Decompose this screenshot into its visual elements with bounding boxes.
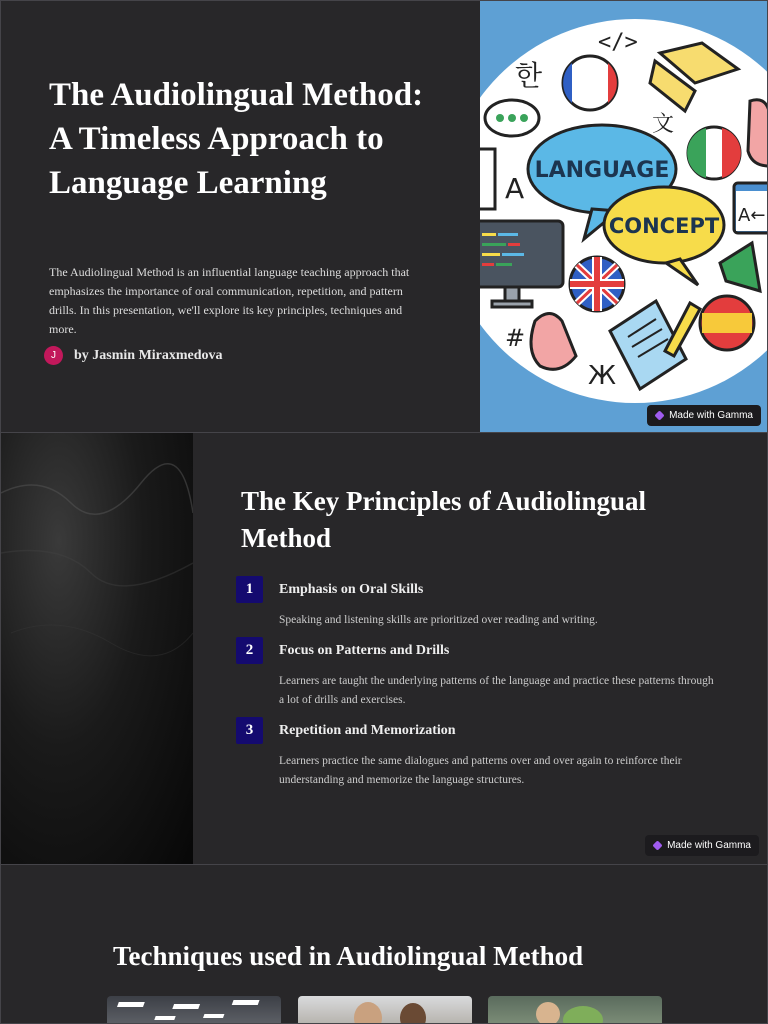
learners-image (488, 996, 662, 1024)
principles-title: The Key Principles of Audiolingual Method (241, 486, 647, 553)
presentation-description: The Audiolingual Method is an influential language teaching approach that emphasizes the importance of oral communication, repetition, and pattern drills. In this presentation, we'll explore its key principles, techniques and more. (49, 265, 410, 336)
badge-label: Made with Gamma (669, 410, 753, 421)
techniques-title: Techniques used in Audiolingual Method (113, 941, 584, 971)
chinese-glyph-icon: 文 (652, 112, 675, 137)
slide-principles (0, 432, 768, 865)
translate-icon (734, 183, 768, 233)
badge-label: Made with Gamma (667, 840, 751, 851)
language-illustration-svg (480, 1, 768, 433)
principle-number: 2 (236, 637, 263, 664)
slide-techniques (0, 864, 768, 1024)
spanish-flag-icon (700, 296, 754, 350)
principle-heading: Emphasis on Oral Skills (279, 582, 424, 597)
principle-number: 1 (236, 576, 263, 603)
french-flag-icon (563, 56, 617, 110)
learners-silhouettes (488, 996, 662, 1024)
letter-a-icon: A (505, 172, 525, 205)
people-silhouettes (298, 996, 472, 1024)
author-name: by Jasmin Miraxmedova (74, 347, 223, 363)
avatar: J (44, 346, 63, 365)
code-icon: </> (598, 30, 638, 55)
gamma-logo-icon (654, 410, 664, 420)
principle-heading: Repetition and Memorization (279, 723, 456, 738)
ceiling-lights (107, 996, 281, 1024)
smoke-texture-image (1, 433, 193, 865)
gamma-logo-icon (652, 840, 662, 850)
chat-bubble-icon (485, 100, 539, 136)
uk-flag-icon (570, 257, 624, 311)
cyrillic-glyph-icon: Ж (588, 361, 617, 391)
svg-text:A←: A← (738, 205, 766, 226)
made-with-gamma-badge[interactable] (647, 405, 761, 426)
language-bubble-text: LANGUAGE (534, 158, 670, 183)
principle-body: Learners are taught the underlying patterns of the language and practice these patterns through a lot of drills and exercises. (279, 675, 714, 706)
principle-item (241, 581, 721, 630)
people-image (298, 996, 472, 1024)
concept-bubble-text: CONCEPT (608, 214, 720, 238)
slide-title (0, 0, 768, 433)
language-illustration (480, 1, 768, 433)
title-block (49, 73, 439, 205)
principle-heading: Focus on Patterns and Drills (279, 643, 450, 658)
hash-icon: # (505, 324, 526, 352)
classroom-image (107, 996, 281, 1024)
principle-item (241, 722, 721, 790)
made-with-gamma-badge[interactable] (645, 835, 759, 856)
smoke-overlay (1, 433, 193, 865)
principle-number: 3 (236, 717, 263, 744)
korean-glyph-icon: 한 (515, 59, 543, 92)
principle-body: Learners practice the same dialogues and patterns over and over again to reinforce their understanding and memorize the language structures. (279, 755, 682, 786)
principles-content (241, 483, 721, 802)
author-line (44, 346, 223, 365)
presentation-title: The Audiolingual Method: A Timeless Approach to Language Learning (49, 77, 424, 201)
principle-body: Speaking and listening skills are prioritized over reading and writing. (279, 614, 598, 626)
principle-item (241, 642, 721, 710)
italian-flag-icon (687, 127, 741, 179)
